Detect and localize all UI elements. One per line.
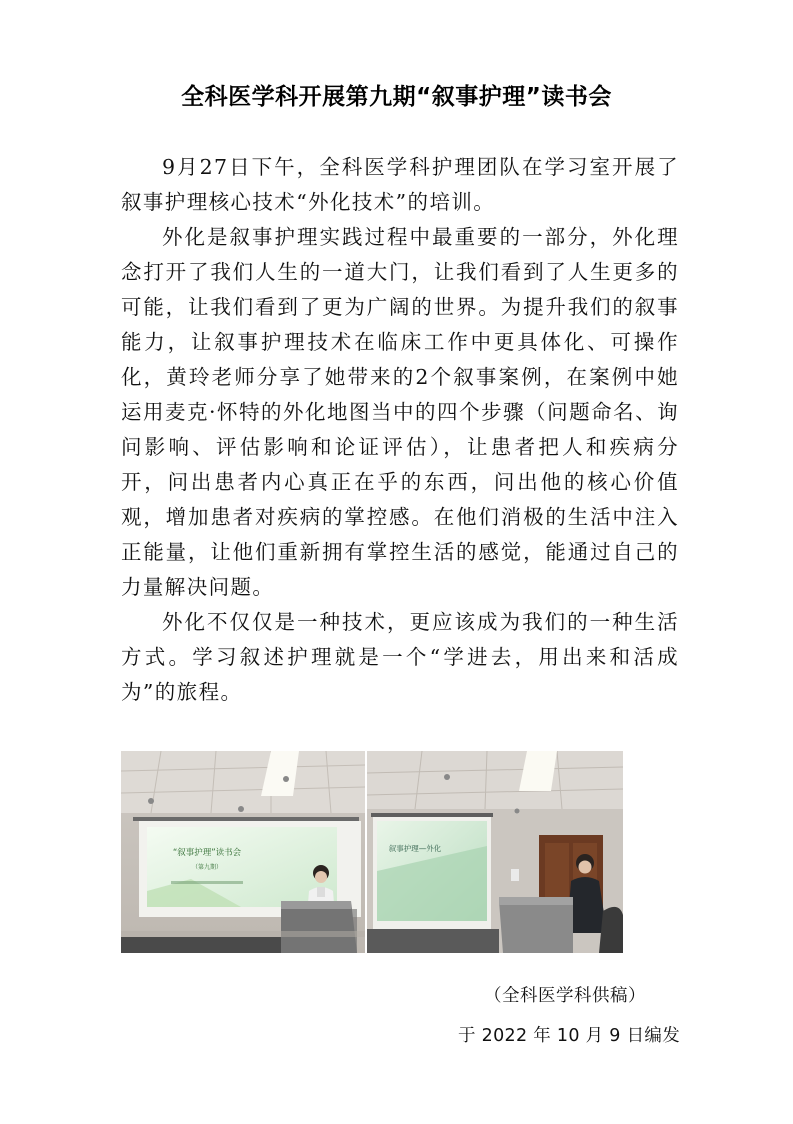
issue-date: 于 2022 年 10 月 9 日编发 (457, 1026, 680, 1046)
screen-subtitle-text: （第九期） (191, 864, 223, 871)
photo-row (121, 751, 623, 953)
paragraph: 外化是叙事护理实践过程中最重要的一部分，外化理念打开了我们人生的一道大门，让我们看到了人生更多的可能，让我们看到了更为广阔的世界。为提升我们的叙事能力，让叙事护理技术在临床工作中更具体化、可操作化，黄玲老师分享了她带来的2个叙事案例，在案例中她运用麦克·怀特的外化地图当中的四个步骤（问题命名、询问影响、评估影响和论证评估），让患者把人和疾病分开，问出患者内心真正在乎的东西，问出他的核心价值观，增加患者对疾病的掌控感。在他们消极的生活中注入正能量，让他们重新拥有掌控生活的感觉，能通过自己的力量解决问题。 (121, 225, 679, 599)
article-title: 全科医学科开展第九期“叙事护理”读书会 (181, 84, 612, 110)
photo-presentation-2 (367, 751, 623, 953)
paragraph: 9月27日下午，全科医学科护理团队在学习室开展了叙事护理核心技术“外化技术”的培训。 (121, 155, 679, 214)
article-body (121, 150, 679, 710)
source-credit: （全科医学科供稿） (484, 986, 646, 1006)
paragraph: 外化不仅仅是一种技术，更应该成为我们的一种生活方式。学习叙述护理就是一个“学进去，用出来和活成为”的旅程。 (121, 610, 679, 704)
screen-title-text-2: 叙事护理—外化 (388, 844, 442, 853)
photo-presentation-1 (121, 751, 365, 953)
screen-title-text: “叙事护理”读书会 (172, 848, 242, 858)
